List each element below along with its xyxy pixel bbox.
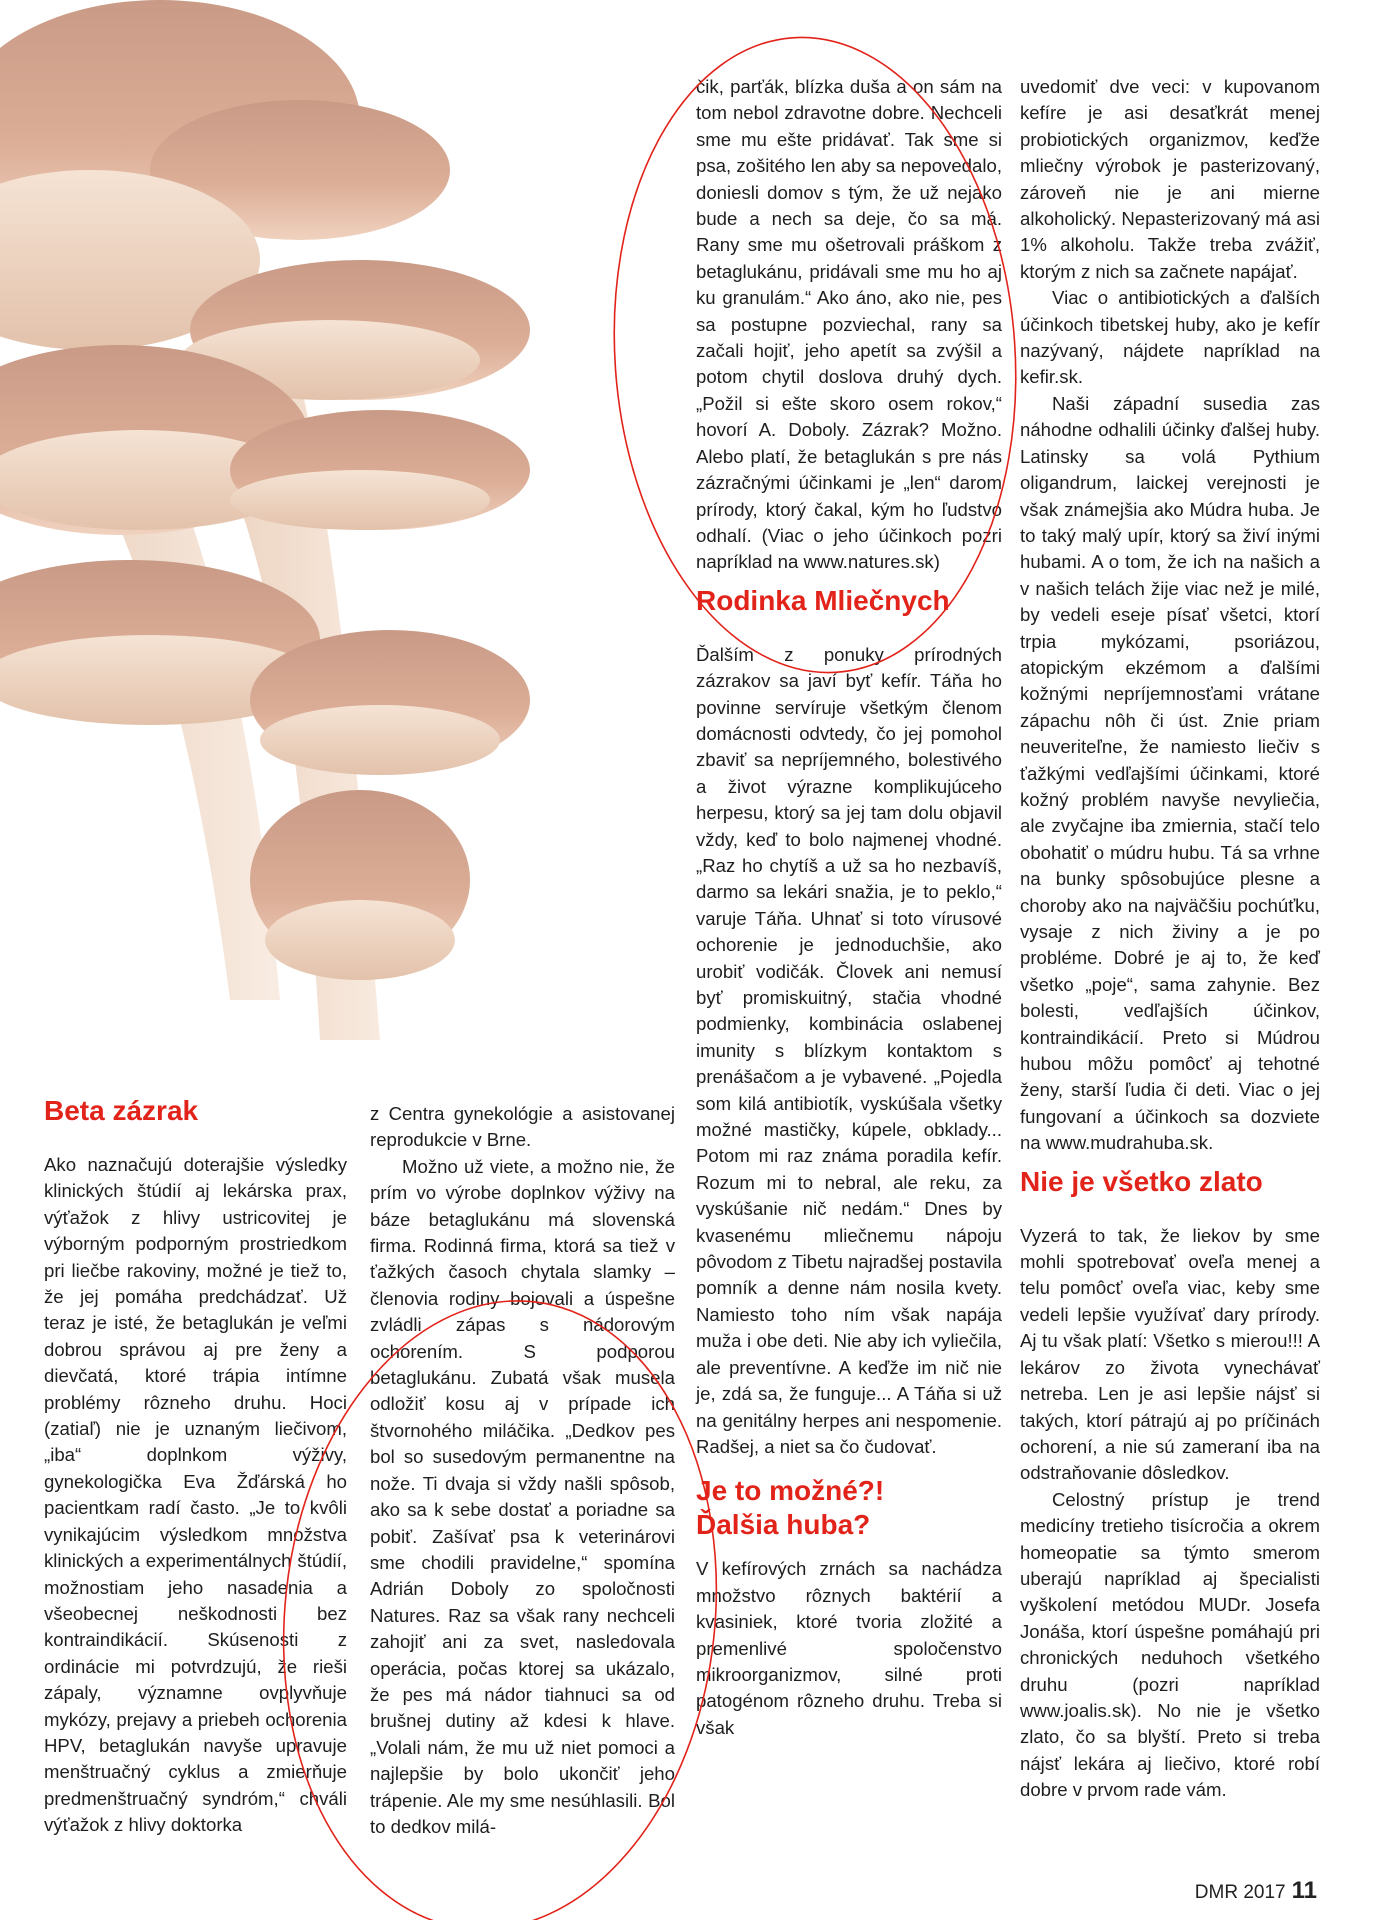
column-2 [370,1101,675,1840]
section-heading-beta-zazrak: Beta zázrak [44,1095,199,1126]
paragraph: Ďalším z ponuky prírodných zázrakov sa javí byť kefír. Táňa ho povinne servíruje všetkým členom domácnosti odvtedy, čo jej pomohol zbaviť sa nepríjemného, bolestivého a život výrazne komplikujúceho herpesu, ktorý sa jej tam dolu objavil vždy, keď to bolo najmenej vhodné. „Raz ho chytíš a už sa ho nezbavíš, darmo sa lekári snažia, je to peklo,“ varuje Táňa. Uhnať si toto vírusové ochorenie je jednoduchšie, ako urobiť vodičák. Človek ani nemusí byť promiskuitný, stačia vhodné podmienky, kombinácia oslabenej imunity s blízkym kontaktom s prenášačom a je vybavené. „Pojedla som kilá antibiotík, vyskúšala všetky možné mastičky, kúpele, obklady... Potom mi raz známa poradila kefír. Rozum mi to nebral, ale reku, za vyskúšanie nič nedám.“ Dnes by kvasenému mliečnemu nápoju pôvodom z Tibetu najradšej postavila pomník a denne nám nosila kvety. Namiesto toho ním však napája muža i obe deti. Nie aby ich vyliečila, ale preventívne. A keďže im nič nie je, zdá sa, že funguje... A Táňa si už na genitálny herpes ani nespomenie. Radšej, a niet sa čo čudovať. [696,643,1002,1457]
column-1 [44,1094,347,1839]
paragraph: uvedomiť dve veci: v kupovanom kefíre je asi desaťkrát menej probiotických organizmov, keďže mliečny výrobok je pasterizovaný, zároveň nie je ani mierne alkoholický. Nepasterizovaný má asi 1% alkoholu. Takže treba zvážiť, ktorým z nich sa začnete napájať. [1020,76,1320,282]
column-4 [1020,74,1320,1804]
paragraph: V kefírových zrnách sa nachádza množstvo rôznych baktérií a kvasiniek, ktoré tvoria zložité a premenlivé spoločenstvo mikroorganizmov, silné proti patogénom rôzneho druhu. Treba si však [696,1558,1002,1738]
section-heading-je-to-mozne [696,1474,1002,1542]
heading-line: Je to možné?! [696,1475,885,1507]
section-heading-nie-je-vsetko-zlato: Nie je všetko zlato [1020,1165,1263,1197]
paragraph: Celostný prístup je trend medicíny tretieho tisícročia a okrem homeopatie sa týmto smerom uberajú napríklad aj špecialisti vyškolení metódou MUDr. Josefa Jonáša, ktorí úspešne pomáhajú pri chronických neduhoch všetkého druhu (pozri napríklad www.joalis.sk). No nie je všetko zlato, čo sa blyští. Preto si treba nájsť lekára aj liečivo, ktoré robí dobre v prvom rade vám. [1020,1488,1320,1801]
page-footer [1195,1877,1317,1905]
paragraph: z Centra gynekológie a asistovanej reprodukcie v Brne. [370,1103,675,1151]
paragraph: Vyzerá to tak, že liekov by sme mohli spotrebovať oveľa menej a telu pomôcť oveľa viac, keby sme vedeli lepšie využívať dary prírody. Aj tu však platí: Všetko s mierou!!! A lekárov zo života vynechávať netreba. Len je asi lepšie nájsť si takých, ktorí pátrajú aj po príčinách ochorení, a nie sú zameraní iba na odstraňovanie dôsledkov. [1020,1224,1320,1484]
oyster-mushroom-photo [0,0,660,1070]
paragraph: Viac o antibiotických a ďalších účinkoch tibetskej huby, ako je kefír nazývaný, nájdete napríklad na kefir.sk. [1020,287,1320,388]
heading-line: Ďalšia huba? [696,1509,871,1541]
paragraph: Ako naznačujú doterajšie výsledky klinických štúdií aj lekárska prax, výťažok z hlivy ustricovitej je výborným podporným prostriedkom pri liečbe rakoviny, možné je tiež to, že jej pomáha predchádzať. Už teraz je isté, že betaglukán je veľmi dobrou správou aj pre ženy a dievčatá, ktoré trápia intímne problémy rôzneho druhu. Hoci (zatiaľ) nie je uznaným liečivom, „iba“ doplnkom výživy, gynekologička Eva Žďárská ho pacientkam radí často. „Je to kvôli vynikajúcim výsledkom množstva klinických a experimentálnych štúdií, možnostiam jeho nasadenia a všeobecnej neškodnosti bez kontraindikácií. Skúsenosti z ordinácie mi potvrdzujú, že rieši zápaly, významne ovplyvňuje mykózy, prejavy a priebeh ochorenia HPV, betaglukán navyše upravuje menštruačný cyklus a zmierňuje predmenštruačný syndróm,“ chváli výťažok z hlivy doktorka [44,1154,347,1836]
page-number: 11 [1291,1877,1317,1904]
paragraph: Naši západní susedia zas náhodne odhalili účinky ďalšej huby. Latinsky sa volá Pythium oligandrum, laickej verejnosti je však známejšia ako Múdra huba. Je to taký malý upír, ktorý sa živí inými hubami. A o tom, že ich na našich a v našich telách žije viac než je milé, by vedeli eseje písať všetci, ktorí trpia mykózami, psoriázou, atopickým ekzémom a ďalšími kožnými nepríjemnosťami vrátane zápachu nôh či úst. Znie priam neuveriteľne, že namiesto liečiv s ťažkými vedľajšími účinkami, ktoré kožný problém navyše nevyliečia, ale zvyčajne iba zmiernia, stačí telo obohatiť o múdru hubu. Tá sa vrhne na bunky spôsobujúce plesne a choroby ako na najväčšiu pochúťku, vysaje z nich živiny a je po probléme. Dobré je aj to, že keď všetko „poje“, sama zahynie. Bez bolesti, vedľajších účinkov, kontraindikácií. Preto si Múdrou hubou môžu pomôcť aj tehotné ženy, starší ľudia či deti. Viac o jej fungovaní a účinkoch sa dozviete na www.mudrahuba.sk. [1020,392,1320,1154]
section-heading-rodinka-mliecnych: Rodinka Mliečnych [696,584,950,616]
magazine-name: DMR 2017 [1194,1882,1286,1903]
paragraph: čik, parťák, blízka duša a on sám na tom nebol zdravotne dobre. Nechceli sme mu ešte pridávať. Tak sme si psa, zošitého len aby sa nepovedalo, doniesli domov s tým, že už nejako bude a nech sa deje, čo sa má. Rany sme mu ošetrovali práškom z betaglukánu, pridávali sme mu ho aj ku granulám.“ Ako áno, ako nie, pes sa postupne pozviechal, rany sa začali hojiť, jeho apetít sa zvýšil a potom chytil doslova druhý dych. „Požil si ešte skoro osem rokov,“ hovorí A. Doboly. Zázrak? Možno. Alebo platí, že betaglukán s pre nás zázračnými účinkami je „len“ darom prírody, ktorý čakal, kým ho ľudstvo odhalí. (Viac o jeho účinkoch pozri napríklad na www.natures.sk) [696,76,1002,573]
paragraph: Možno už viete, a možno nie, že prím vo výrobe doplnkov výživy na báze betaglukánu má slovenská firma. Rodinná firma, ktorá sa tiež v ťažkých časoch chytala slamky – členovia rodiny bojovali a úspešne zvládli zápas s nádorovým ochorením. S podporou betaglukánu. Zubatá však musela odložiť kosu aj v prípade ich štvornohého miláčika. „Dedkov pes bol so susedovým permanentne na nože. Ti dvaja si vždy našli spôsob, ako sa k sebe dostať a poriadne sa pobiť. Zašívať psa k veterinárovi sme chodili pravidelne,“ spomína Adrián Doboly zo spoločnosti Natures. Raz sa však rany nechceli zahojiť ani za svet, nasledovala operácia, počas ktorej sa ukázalo, že pes má nádor tiahnuci sa od brušnej dutiny až kdesi k hlave. „Volali nám, že mu už niet pomoci a najlepšie by bolo ukončiť jeho trápenie. Ale my sme nesúhlasili. Bol to dedkov milá- [370,1155,675,1837]
column-3 [696,74,1002,1741]
